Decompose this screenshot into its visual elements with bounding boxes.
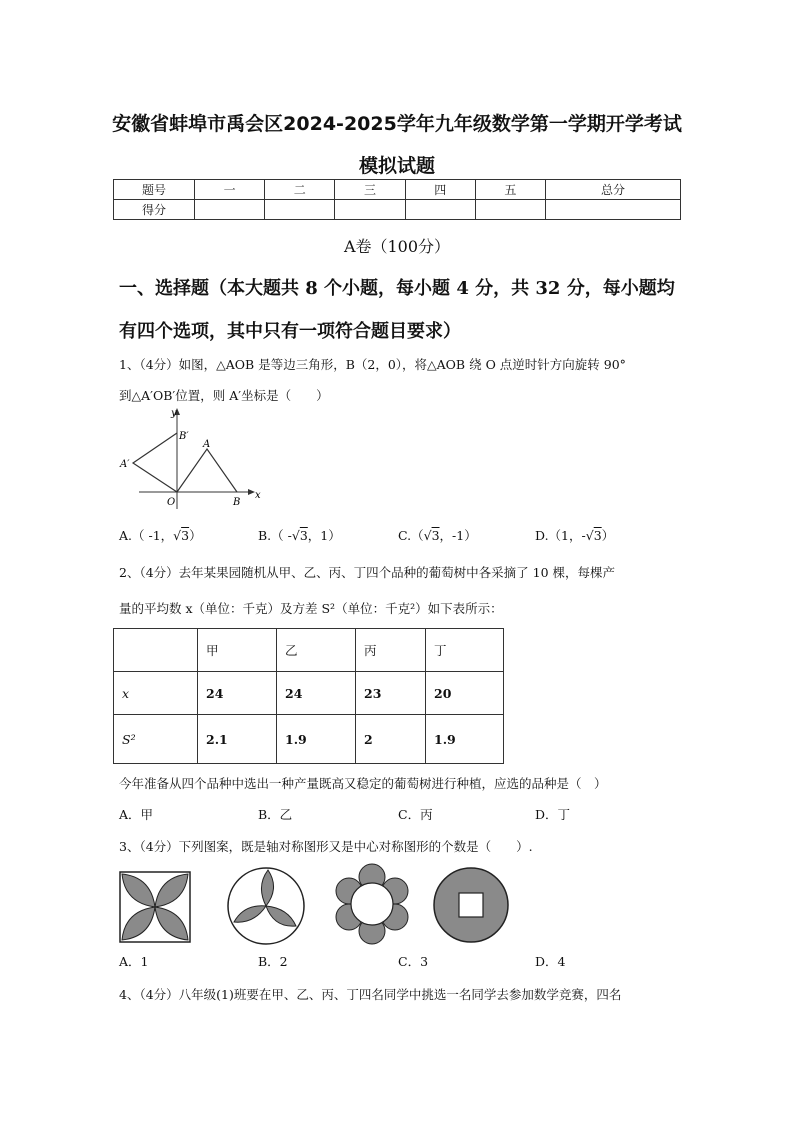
score-cell: 二	[265, 180, 335, 200]
label-b: B	[233, 497, 241, 508]
q2-question: 今年准备从四个品种中选出一种产量既高又稳定的葡萄树进行种植，应选的品种是（ ）	[119, 776, 607, 791]
q3-figure-coin	[432, 866, 510, 944]
q1-option-d-post: ）	[601, 528, 615, 543]
sqrt-sign: √	[585, 528, 594, 543]
score-cell: 得分	[114, 200, 195, 220]
q2-option-a[interactable]: A．甲	[119, 807, 154, 822]
q1-option-d-pre: D.（1，-	[535, 528, 586, 543]
triangle-aob	[177, 449, 237, 492]
score-cell: 一	[195, 180, 265, 200]
exam-title-line2: 模拟试题	[358, 155, 435, 177]
q1-option-b-post: ，1）	[307, 528, 341, 543]
q2-option-c[interactable]: C．丙	[398, 807, 433, 822]
table-cell: 23	[356, 672, 426, 715]
q2-line1: 2、（4分）去年某果园随机从甲、乙、丙、丁四个品种的葡萄树中各采摘了 10 棵，每棵产	[119, 565, 616, 580]
table-row	[114, 629, 504, 672]
q1-option-c[interactable]	[398, 526, 477, 544]
score-cell	[335, 200, 405, 220]
table-cell: 24	[198, 672, 277, 715]
q3-option-a[interactable]: A．1	[119, 954, 149, 969]
score-cell	[405, 200, 475, 220]
label-x: x	[255, 490, 261, 501]
score-table-row	[114, 200, 681, 220]
q1-option-c-rad: 3	[431, 528, 440, 543]
score-table-row	[114, 180, 681, 200]
table-cell: 丙	[356, 629, 426, 672]
exam-title-line1: 安徽省蚌埠市禹会区2024-2025学年九年级数学第一学期开学考试	[112, 113, 682, 135]
part1-heading-line1: 一、选择题（本大题共 8 个小题，每小题 4 分，共 32 分，每小题均	[119, 278, 675, 299]
triangle-a-prime-ob-prime	[133, 433, 177, 492]
table-cell	[114, 629, 198, 672]
q1-option-a[interactable]	[119, 526, 202, 544]
q3-figure-square-leaves	[119, 871, 191, 943]
q3-option-c[interactable]: C．3	[398, 954, 429, 969]
table-cell: 丁	[426, 629, 504, 672]
label-y: y	[171, 408, 177, 419]
q1-option-b[interactable]	[258, 526, 341, 544]
q1-option-d-rad: 3	[593, 528, 602, 543]
sqrt-sign: √	[173, 528, 182, 543]
q2-option-b[interactable]: B．乙	[258, 807, 293, 822]
q1-figure	[117, 405, 267, 517]
q1-line2: 到△A′OB′位置，则 A′坐标是（ ）	[119, 388, 329, 403]
label-o: O	[167, 497, 176, 508]
label-b-prime: B′	[179, 431, 189, 442]
label-a: A	[203, 439, 211, 450]
score-cell	[265, 200, 335, 220]
q1-option-b-pre: B.（ -	[258, 528, 292, 543]
table-cell: 1.9	[277, 715, 356, 764]
q1-option-c-post: ，-1）	[439, 528, 477, 543]
table-cell: x	[114, 672, 198, 715]
x-axis-arrow	[248, 489, 255, 495]
q1-option-b-rad: 3	[299, 528, 308, 543]
q3-figure-circle-blades	[226, 866, 306, 946]
q1-option-a-post: ）	[189, 528, 202, 543]
table-cell: 20	[426, 672, 504, 715]
score-cell	[475, 200, 545, 220]
table-cell: 24	[277, 672, 356, 715]
q3-option-b[interactable]: B．2	[258, 954, 288, 969]
q2-data-table	[113, 628, 504, 764]
table-cell: 1.9	[426, 715, 504, 764]
q3-line1: 3、（4分）下列图案，既是轴对称图形又是中心对称图形的个数是（ ）.	[119, 839, 533, 854]
label-a-prime: A′	[120, 459, 130, 470]
score-table	[113, 179, 681, 220]
q4-line1: 4、（4分）八年级(1)班要在甲、乙、丙、丁四名同学中挑选一名同学去参加数学竞赛，四名	[119, 987, 622, 1002]
q2-option-d[interactable]: D．丁	[535, 807, 571, 822]
score-cell: 总分	[546, 180, 681, 200]
table-row	[114, 715, 504, 764]
part1-heading-line2: 有四个选项，其中只有一项符合题目要求）	[119, 321, 461, 342]
q3-option-d[interactable]: D．4	[535, 954, 566, 969]
sqrt-sign: √	[291, 528, 300, 543]
score-cell: 四	[405, 180, 475, 200]
score-cell: 五	[475, 180, 545, 200]
score-cell	[195, 200, 265, 220]
table-cell: 2	[356, 715, 426, 764]
q2-line2: 量的平均数 x（单位：千克）及方差 S²（单位：千克²）如下表所示：	[119, 601, 503, 616]
q1-option-a-rad: 3	[181, 528, 190, 543]
table-cell: 乙	[277, 629, 356, 672]
q1-line1: 1、（4分）如图，△AOB 是等边三角形，B（2，0），将△AOB 绕 O 点逆时针方向旋转 90°	[119, 357, 626, 372]
section-a-heading: A卷（100分）	[343, 237, 451, 256]
table-cell: 2.1	[198, 715, 277, 764]
score-cell	[546, 200, 681, 220]
table-cell: S²	[114, 715, 198, 764]
q3-figure-flower	[331, 863, 413, 945]
q1-option-c-pre: C.（	[398, 528, 424, 543]
score-cell: 题号	[114, 180, 195, 200]
sqrt-sign: √	[423, 528, 432, 543]
table-row	[114, 672, 504, 715]
score-cell: 三	[335, 180, 405, 200]
table-cell: 甲	[198, 629, 277, 672]
q1-option-d[interactable]	[535, 526, 614, 544]
q1-option-a-pre: A.（ -1，	[119, 528, 174, 543]
